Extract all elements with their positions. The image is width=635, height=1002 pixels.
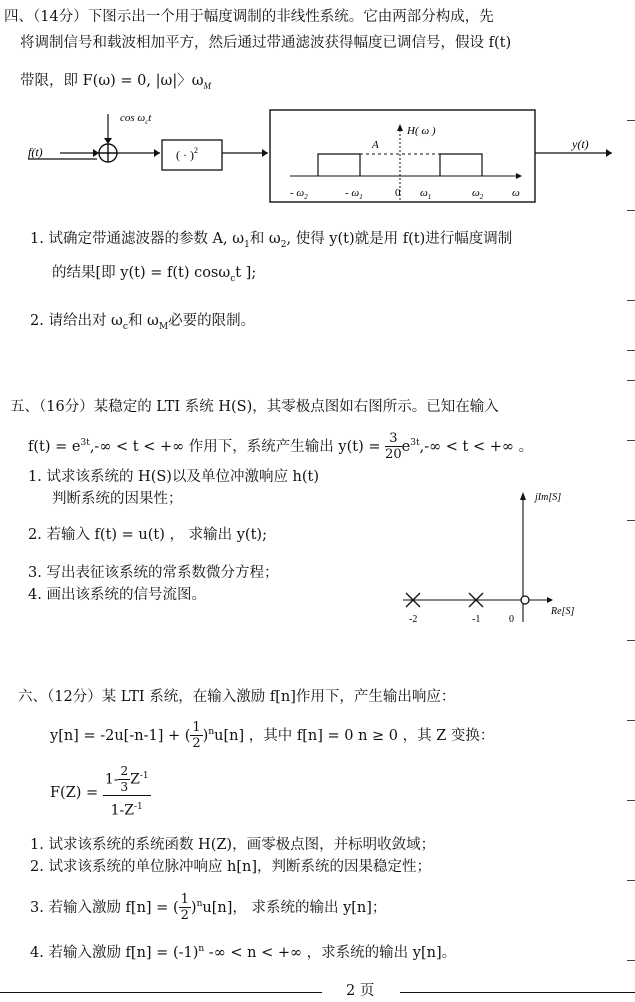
adder-icon bbox=[99, 144, 117, 162]
q5-line1: 五、（16分）某稳定的 LTI 系统 H(S)，其零极点图如右图所示。已知在输入 bbox=[10, 399, 499, 415]
margin-tick bbox=[627, 520, 635, 521]
axis-omega1: $\omega_1$ bbox=[420, 187, 432, 201]
q5-item1-b: 判断系统的因果性； bbox=[52, 491, 183, 507]
q5-item2: 2. 若输入 f(t) = u(t) ， 求输出 y(t); bbox=[28, 527, 267, 543]
q6-line1: 六、（12分）某 LTI 系统，在输入激励 f[n]作用下，产生输出响应： bbox=[18, 689, 456, 705]
margin-tick bbox=[627, 210, 635, 211]
q6-item3: 3. 若输入激励 f[n] = ( $\frac{1}{2}$ )$^n$u[n]， 求系统的输出 y[n]； bbox=[30, 892, 387, 924]
margin-tick bbox=[627, 800, 635, 801]
output-signal-label: y(t) bbox=[572, 137, 589, 151]
margin-tick bbox=[627, 350, 635, 351]
filter-amplitude-label: A bbox=[372, 139, 379, 151]
q4-item1-line2: 的结果[即 y(t) = f(t) cosω$_c$t ]; bbox=[52, 265, 257, 284]
axis-neg-omega2: - $\omega_2$ bbox=[290, 187, 308, 201]
margin-tick bbox=[627, 880, 635, 881]
margin-tick bbox=[627, 720, 635, 721]
axis-omega: ω bbox=[512, 187, 520, 199]
q6-item1: 1. 试求该系统的系统函数 H(Z)，画零极点图，并标明收敛域； bbox=[30, 837, 436, 853]
footer-rule-left bbox=[0, 992, 322, 993]
input-signal-label: f(t) bbox=[28, 145, 43, 159]
bandpass-filter-block bbox=[270, 110, 535, 202]
q4-line2: 将调制信号和载波相加平方，然后通过带通滤波获得幅度已调信号，假设 f(t) bbox=[20, 35, 512, 51]
axis-neg-omega1: - $\omega_1$ bbox=[345, 187, 363, 201]
zero-marker-icon bbox=[521, 596, 529, 604]
carrier-label: $\cos \omega_ct$ bbox=[120, 112, 152, 126]
q6-item4: 4. 若输入激励 $f[n] = (-1)^n$ -∞ < n < +∞ ，求系统的输出 y[n]。 bbox=[30, 944, 457, 961]
tick-minus-1: -1 bbox=[472, 614, 481, 625]
q4-item2: 2. 请给出对 $\omega_c$和 $\omega_M$必要的限制。 bbox=[30, 313, 256, 332]
tick-minus-2: -2 bbox=[409, 614, 418, 625]
margin-tick bbox=[627, 640, 635, 641]
q4-block-diagram bbox=[0, 100, 635, 210]
q5-item3: 3. 写出表征该系统的常系数微分方程； bbox=[28, 565, 279, 581]
re-axis-label: Re[S] bbox=[551, 606, 575, 617]
footer-page-number: 2 页 bbox=[346, 983, 375, 999]
axis-omega2: $\omega_2$ bbox=[472, 187, 484, 201]
axis-zero: 0 bbox=[395, 187, 401, 199]
square-label: ( · )$^2$ bbox=[176, 146, 198, 162]
filter-label: H( ω ) bbox=[407, 125, 436, 137]
im-axis-label: jIm[S] bbox=[535, 492, 562, 503]
margin-tick bbox=[627, 380, 635, 381]
q6-equation: y[n] = -2u[-n-1] + ( $\frac{1}{2}$ )$^n$u[n] ，其中 f[n] = 0 n ≥ 0 ，其 Z 变换： bbox=[50, 720, 495, 752]
margin-tick bbox=[627, 300, 635, 301]
q5-item1: 1. 试求该系统的 H(S)以及单位冲激响应 h(t) bbox=[28, 469, 320, 485]
q4-line1: 四、（14分）下图示出一个用于幅度调制的非线性系统。它由两部分构成，先 bbox=[4, 9, 494, 25]
q5-item4: 4. 画出该系统的信号流图。 bbox=[28, 587, 206, 603]
footer-rule-right bbox=[400, 992, 635, 993]
tick-zero: 0 bbox=[509, 614, 514, 625]
margin-tick bbox=[627, 960, 635, 961]
q6-item2: 2. 试求该系统的单位脉冲响应 h[n]，判断系统的因果稳定性； bbox=[30, 859, 432, 875]
q4-line3: 带限，即 F(ω) = 0, |ω|〉$\omega_M$ bbox=[20, 73, 212, 91]
q5-line2: $f(t) = e^{3t},-\infty < t$ < +∞ 作用下，系统产生输出 y(t) = $\frac{3}{20}$ $e^{3t},-\infty < t$ < +∞ 。 bbox=[28, 431, 534, 463]
q6-fz-equation: F(Z) = 1- $\frac{2}{3}$ $Z^{-1}$ $1-Z^{-1}$ bbox=[50, 764, 149, 819]
q5-pole-zero-plot bbox=[395, 482, 605, 632]
q4-item1: 1. 试确定带通滤波器的参数 A, $\omega_1$和 $\omega_2$, 使得 y(t)就是用 f(t)进行幅度调制 bbox=[30, 231, 513, 250]
margin-tick bbox=[627, 120, 635, 121]
margin-tick bbox=[627, 440, 635, 441]
